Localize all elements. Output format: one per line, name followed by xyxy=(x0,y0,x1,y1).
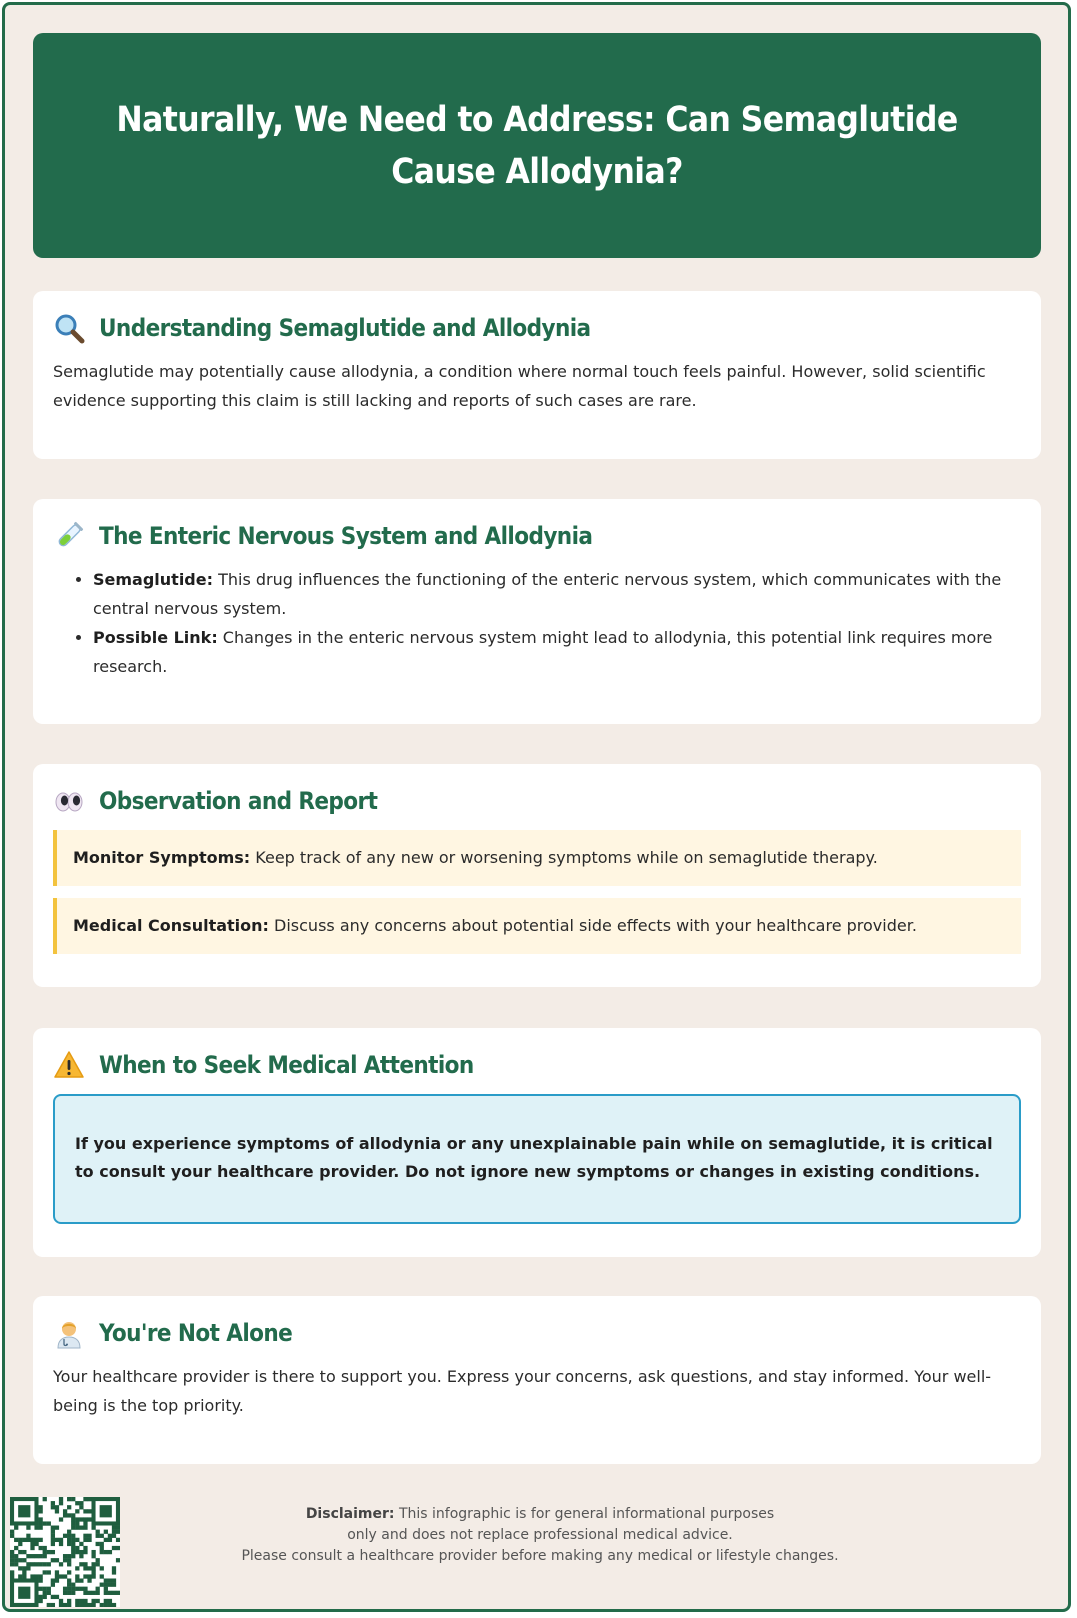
section-not-alone xyxy=(33,1296,1041,1464)
attention-alert: If you experience symptoms of allodynia or any unexplainable pain while on semaglutide, it is critical to consult your healthcare provider. Do not ignore new symptoms or changes in existing conditions. xyxy=(53,1094,1021,1224)
item-text: This drug influences the functioning of the enteric nervous system, which communicates with the central nervous system. xyxy=(93,570,1002,618)
section-body: Your healthcare provider is there to support you. Express your concerns, ask questions, and stay informed. Your well-being is the top priority. xyxy=(53,1367,992,1415)
section-title: The Enteric Nervous System and Allodynia xyxy=(99,522,593,550)
disclaimer-line2: only and does not replace professional medical advice. xyxy=(347,1527,733,1543)
page-header xyxy=(33,33,1041,258)
section-heading xyxy=(53,1316,1021,1350)
item-text: Changes in the enteric nervous system might lead to allodynia, this potential link requires more research. xyxy=(93,628,993,676)
section-heading xyxy=(53,784,1021,818)
item-label: Semaglutide: xyxy=(93,570,214,589)
disclaimer-line1: This infographic is for general informational purposes xyxy=(394,1506,775,1522)
page-title: Naturally, We Need to Address: Can Semaglutide Cause Allodynia? xyxy=(116,99,958,192)
section-enteric xyxy=(33,499,1041,724)
disclaimer-label: Disclaimer: xyxy=(305,1506,395,1522)
section-heading xyxy=(53,519,1021,553)
health-worker-icon xyxy=(53,1317,85,1349)
section-attention xyxy=(33,1028,1041,1257)
section-body: Semaglutide may potentially cause allodynia, a condition where normal touch feels painful. However, solid scientific evidence supporting this claim is still lacking and reports of such cases are rare. xyxy=(53,362,986,410)
magnifying-glass-icon xyxy=(53,312,85,344)
warning-icon xyxy=(53,1049,85,1081)
section-title: You're Not Alone xyxy=(99,1319,293,1347)
note-label: Monitor Symptoms: xyxy=(73,848,251,867)
note-text: Keep track of any new or worsening symptoms while on semaglutide therapy. xyxy=(250,848,878,867)
eyes-icon xyxy=(53,785,85,817)
note-text: Discuss any concerns about potential side effects with your healthcare provider. xyxy=(268,916,917,935)
section-title: Observation and Report xyxy=(99,787,378,815)
note-monitor-symptoms xyxy=(53,830,1021,886)
section-heading xyxy=(53,1048,1021,1082)
bullet-list xyxy=(53,565,1021,681)
list-item xyxy=(93,565,1021,623)
section-title: Understanding Semaglutide and Allodynia xyxy=(99,314,591,342)
list-item xyxy=(93,623,1021,681)
disclaimer-line3: Please consult a healthcare provider before making any medical or lifestyle changes. xyxy=(241,1548,839,1564)
item-label: Possible Link: xyxy=(93,628,218,647)
section-observation xyxy=(33,764,1041,987)
disclaimer xyxy=(200,1504,880,1567)
test-tube-icon xyxy=(53,520,85,552)
section-heading xyxy=(53,311,1021,345)
section-understanding xyxy=(33,291,1041,459)
section-title: When to Seek Medical Attention xyxy=(99,1051,474,1079)
note-medical-consultation xyxy=(53,898,1021,954)
qr-code-icon xyxy=(10,1497,120,1607)
note-label: Medical Consultation: xyxy=(73,916,269,935)
